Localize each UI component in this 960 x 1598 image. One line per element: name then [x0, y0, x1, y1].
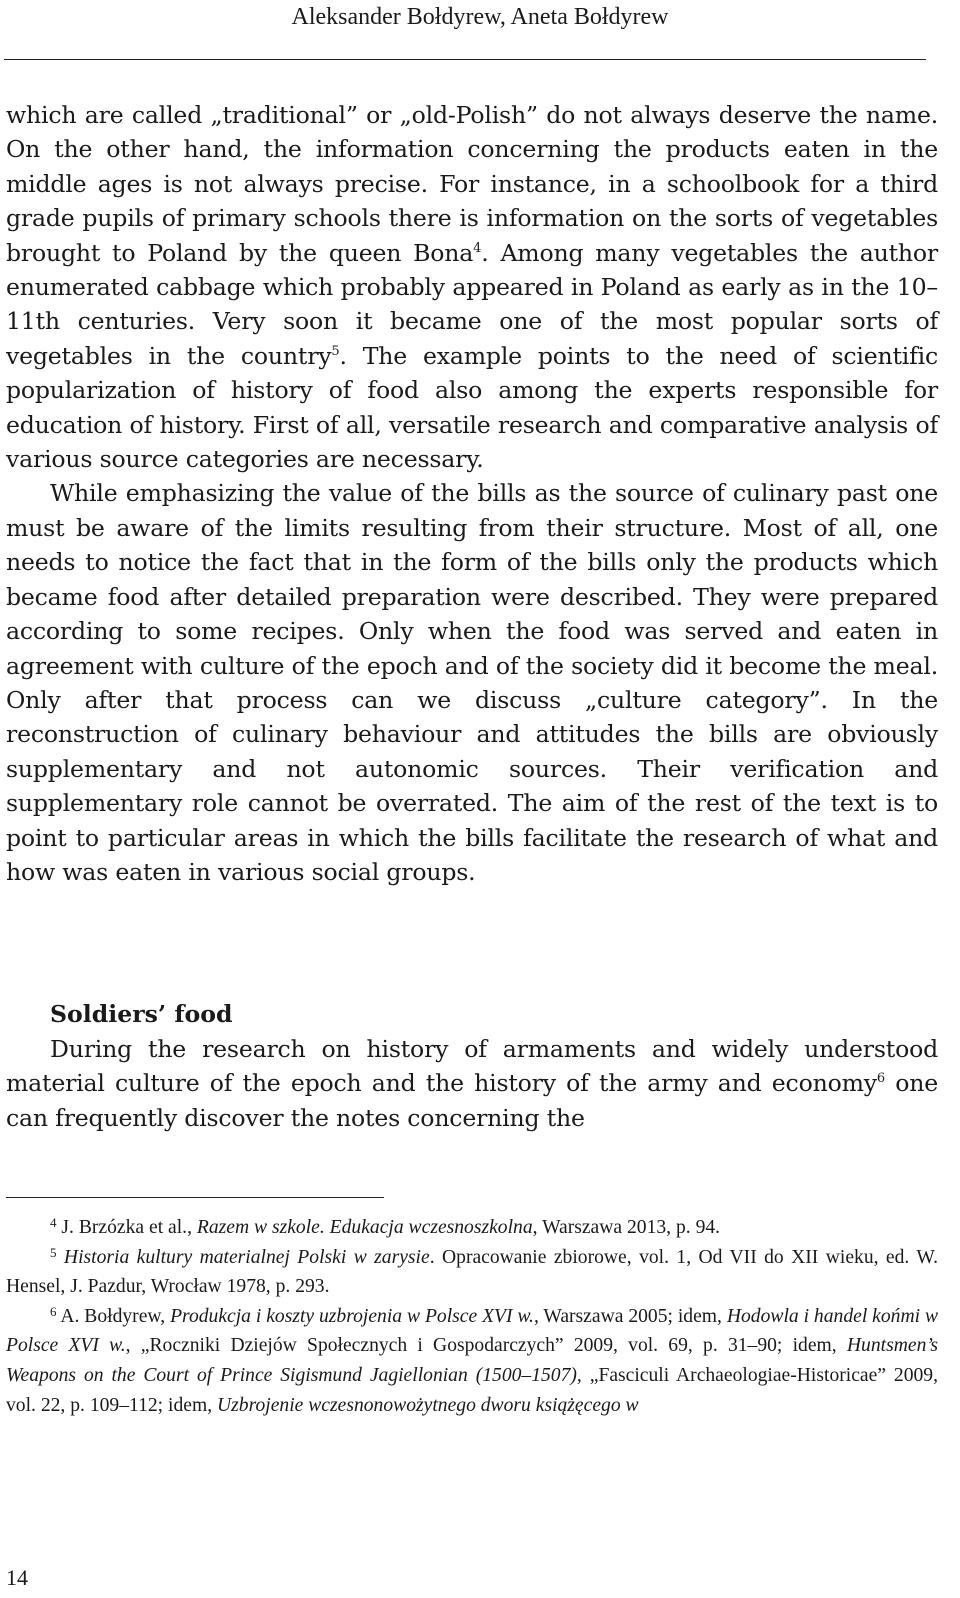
footnote-5-text-b: . Opracowanie zbiorowe, vol. 1, Od VII do XII wieku, ed. W. Hensel, J. Pazdur, Wrocław 1978, p. 293. [6, 1246, 938, 1298]
paragraph-1-part-b: . Among many vegetables the author enumerated cabbage which probably appeared in Poland as early as in the 10–11th centuries. Very soon it became one of the most popular sorts of vegetables in the country [6, 238, 939, 370]
footnote-5 [6, 1243, 938, 1302]
footnote-5-text-a [57, 1247, 64, 1268]
footnote-rule [6, 1197, 384, 1198]
section-text [6, 1032, 938, 1135]
section-paragraph [6, 1032, 938, 1135]
footnote-5-number: 5 [50, 1244, 57, 1260]
paragraph-2: While emphasizing the value of the bills as the source of culinary past one must be aware of the limits resulting from their structure. Most of all, one needs to notice the fact that in the form of the bills only the products which became food after detailed preparation were described. They were prepared according to some recipes. Only when the food was served and eaten in agreement with culture of the epoch and of the society did it become the meal. Only after that process can we discuss „culture category”. In the reconstruction of culinary behaviour and attitudes the bills are obviously supplementary and not autonomic sources. Their verification and supplementary role cannot be overrated. The aim of the rest of the text is to point to particular areas in which the bills facilitate the research of what and how was eaten in various social groups. [6, 479, 938, 886]
footnote-4-title: Razem w szkole. Edukacja wczesnoszkolna [196, 1217, 533, 1238]
footnote-4-text-a: J. Brzózka et al., [56, 1217, 197, 1238]
footnote-6-text-b: , Warszawa 2005; idem, [533, 1305, 727, 1327]
paragraph-1 [6, 98, 938, 476]
page-number: 14 [6, 1565, 28, 1590]
footnote-ref-5[interactable]: 5 [331, 343, 340, 359]
footnote-6-text-c: , „Roczniki Dziejów Społecznych i Gospodarczych” 2009, vol. 69, p. 31–90; idem, [125, 1335, 847, 1357]
footnotes [6, 1213, 938, 1420]
section-heading: Soldiers’ food [50, 1000, 233, 1028]
footnote-5-title: Historia kultury materialnej Polski w zarysie [63, 1246, 430, 1268]
footnote-6-title-3: Huntsmen’s Weapons on the Court of Prince Sigismund Jagiellonian (1500–1507), [6, 1335, 938, 1386]
footnote-6-number: 6 [50, 1303, 57, 1319]
footnote-4-text-b: , Warszawa 2013, p. 94. [532, 1217, 721, 1238]
footnote-4 [6, 1213, 938, 1243]
footnote-6-title-1: Produkcja i koszty uzbrojenia w Polsce XVI w. [170, 1305, 534, 1327]
footnote-6-text-d: „Fasciculi Archaeologiae-Historicae” 2009, vol. 22, p. 109–112; idem, [6, 1364, 938, 1416]
running-header [0, 0, 960, 62]
paragraph-1-part-c: . The example points to the need of scientific popularization of history of food also among the experts responsible for education of history. First of all, versatile research and comparative analysis of various source categories are necessary. [6, 341, 938, 474]
footnote-4-number: 4 [50, 1215, 57, 1230]
section-paragraph-part-a: During the research on history of armaments and widely understood material culture of the epoch and the history of the army and economy [6, 1035, 938, 1098]
footnote-6-title-2: Hodowla i handel końmi w Polsce XVI w. [6, 1305, 939, 1357]
header-rule [4, 59, 926, 60]
footnote-6-title-4: Uzbrojenie wczesnonowożytnego dworu książęcego w [217, 1394, 639, 1416]
footnote-6-text-a: A. Bołdyrew, [56, 1305, 171, 1327]
paragraph-1-part-a: which are called „traditional” or „old-Polish” do not always deserve the name. On the other hand, the information concerning the products eaten in the middle ages is not always precise. For instance, in a schoolbook for a third grade pupils of primary schools there is information on the sorts of vegetables brought to Poland by the queen Bona [6, 101, 938, 267]
footnote-ref-4[interactable]: 4 [473, 240, 482, 256]
body-text [6, 98, 938, 889]
section-paragraph-part-b: one can frequently discover the notes concerning the [6, 1069, 938, 1132]
footnote-6 [6, 1302, 938, 1420]
header-authors: Aleksander Bołdyrew, Aneta Bołdyrew [291, 4, 669, 30]
footnote-ref-6[interactable]: 6 [876, 1071, 885, 1087]
